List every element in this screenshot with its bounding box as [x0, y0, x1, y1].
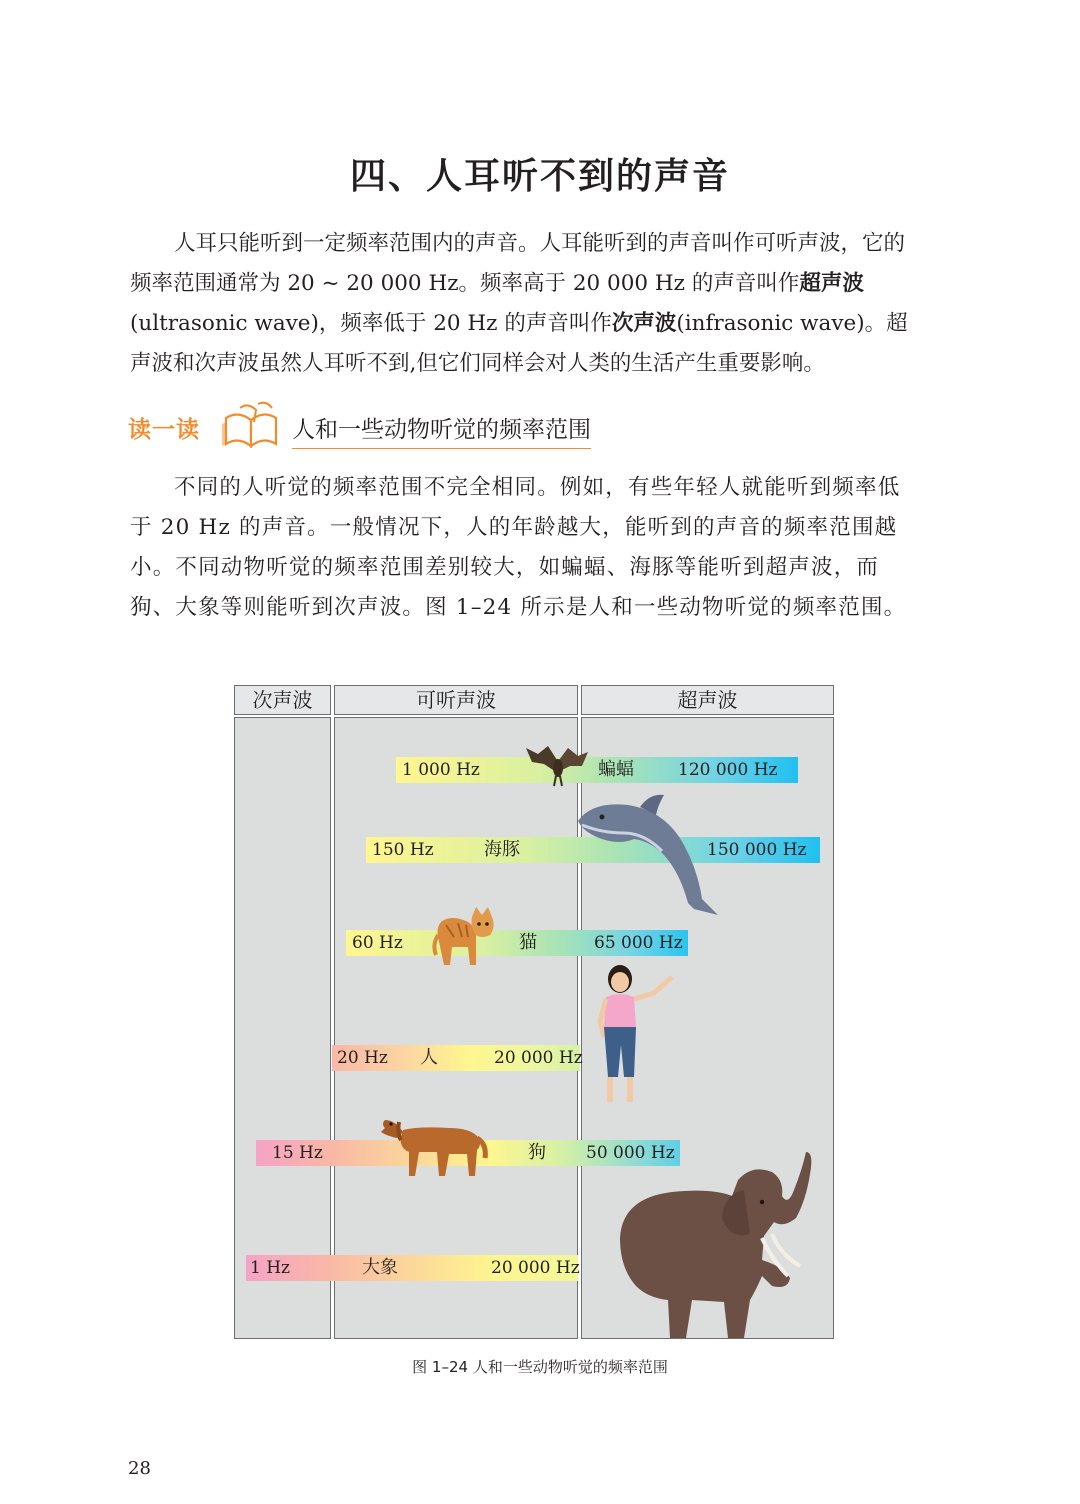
read-section-title: 人和一些动物听觉的频率范围 — [292, 411, 591, 449]
dog-name-label: 狗 — [528, 1142, 546, 1163]
column-header-ultrasonic: 超声波 — [581, 685, 834, 715]
dolphin-name-label: 海豚 — [484, 839, 520, 860]
read-tag: 读一读 — [128, 417, 200, 443]
person-high-label: 20 000 Hz — [494, 1048, 583, 1068]
term-ultrasonic: 超声波 — [799, 271, 864, 296]
intro-text-3: (infrasonic wave)。超声波和次声波虽然人耳听不到,但它们同样会对人类的生活产生重要影响。 — [130, 311, 908, 376]
intro-text-2: (ultrasonic wave)，频率低于 20 Hz 的声音叫作 — [130, 311, 612, 336]
elephant-high-label: 20 000 Hz — [491, 1258, 580, 1278]
frequency-chart — [234, 685, 834, 1339]
open-book-icon — [220, 398, 284, 454]
page-number: 28 — [128, 1458, 151, 1479]
cat-low-label: 60 Hz — [352, 933, 403, 953]
cat-high-label: 65 000 Hz — [594, 933, 683, 953]
bat-icon — [524, 740, 590, 794]
dolphin-low-label: 150 Hz — [372, 840, 434, 860]
elephant-name-label: 大象 — [362, 1257, 398, 1278]
person-name-label: 人 — [420, 1047, 438, 1068]
cat-icon — [432, 907, 498, 975]
intro-text-1: 人耳只能听到一定频率范围内的声音。人耳能听到的声音叫作可听声波，它的频率范围通常为 20 ~ 20 000 Hz。频率高于 20 000 Hz 的声音叫作 — [130, 231, 906, 296]
elephant-icon — [612, 1150, 817, 1344]
bat-low-label: 1 000 Hz — [402, 760, 480, 780]
bat-name-label: 蝙蝠 — [598, 759, 634, 780]
elephant-low-label: 1 Hz — [250, 1258, 291, 1278]
cat-name-label: 猫 — [519, 932, 537, 953]
dog-high-label: 50 000 Hz — [586, 1143, 675, 1163]
read-paragraph — [130, 468, 920, 628]
dog-icon — [379, 1110, 489, 1186]
bat-high-label: 120 000 Hz — [678, 760, 778, 780]
read-text: 不同的人听觉的频率范围不完全相同。例如，有些年轻人就能听到频率低于 20 Hz 的声音。一般情况下，人的年龄越大，能听到的声音的频率范围越小。不同动物听觉的频率范围差别较大，如蝙蝠、海豚等能听到超声波，而狗、大象等则能听到次声波。图 1–24 所示是人和一些动物听觉的频率范围。 — [130, 475, 907, 620]
audible-column — [334, 717, 578, 1339]
intro-paragraph — [130, 224, 920, 384]
figure-caption: 图 1–24 人和一些动物听觉的频率范围 — [412, 1358, 668, 1376]
person-icon — [594, 965, 678, 1119]
column-header-infrasonic: 次声波 — [234, 685, 331, 715]
term-infrasonic: 次声波 — [611, 311, 677, 336]
person-low-label: 20 Hz — [337, 1048, 388, 1068]
infrasonic-column — [234, 717, 331, 1339]
dog-low-label: 15 Hz — [272, 1143, 323, 1163]
column-header-audible: 可听声波 — [334, 685, 578, 715]
page-title: 四、人耳听不到的声音 — [349, 155, 730, 197]
dolphin-icon — [572, 793, 724, 925]
dolphin-high-label: 150 000 Hz — [707, 840, 807, 860]
